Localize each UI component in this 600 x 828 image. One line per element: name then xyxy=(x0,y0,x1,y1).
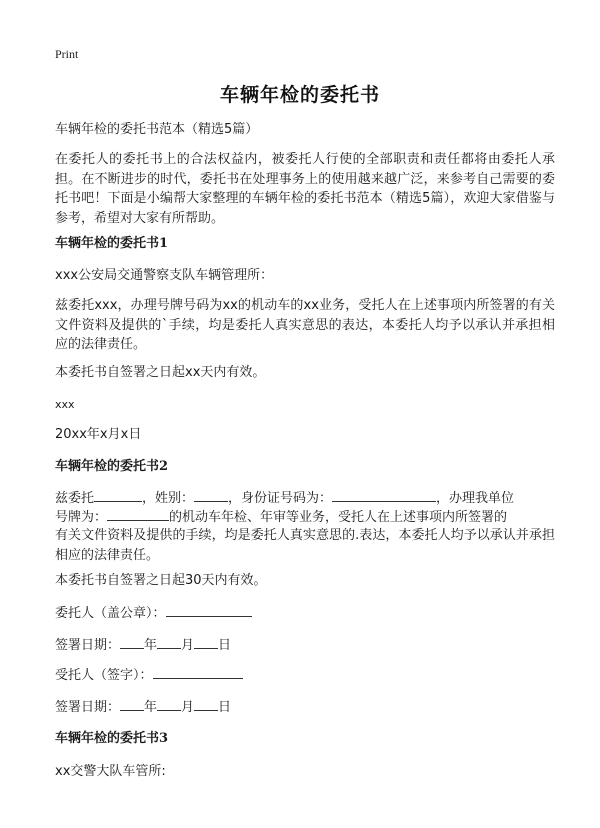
agent-blank xyxy=(153,665,243,679)
intro-paragraph: 在委托人的委托书上的合法权益内，被委托人行使的全部职责和责任都将由委托人承担。在不断进步的时代，委托书在处理事务上的使用越来越广泛，来参考自己需要的委托书吧！下面是小编帮大家整理的车辆年检的委托书范本（精选5篇），欢迎大家借鉴与参考，希望对大家有所帮助。 xyxy=(55,152,555,226)
section2-heading: 车辆年检的委托书2 xyxy=(55,459,169,474)
month-label: 月 xyxy=(181,638,195,653)
year-blank xyxy=(120,635,144,649)
month-blank xyxy=(157,697,181,711)
section2-text: ，身份证号码为： xyxy=(228,491,333,506)
principal-label: 委托人（盖公章）： xyxy=(55,606,166,621)
plate-blank xyxy=(107,507,169,521)
section1-body: 兹委托xxx，办理号牌号码为xx的机动车的xx业务，受托人在上述事项内所签署的有关文件资料及提供的`手续，均是委托人真实意思的表达，本委托人均予以承认并承担相应的法律责任。 xyxy=(55,298,555,352)
sign-date-label: 签署日期： xyxy=(55,638,121,653)
section2-text: ，姓别： xyxy=(142,491,195,506)
section1-date: 20xx年x月x日 xyxy=(55,427,142,442)
principal-blank xyxy=(166,603,252,617)
month-label: 月 xyxy=(181,700,195,715)
section2-body-rest: 有关文件资料及提供的手续，均是委托人真实意思的.表达，本委托人均予以承认并承担相应的法律责任。 xyxy=(55,528,555,563)
sign-date-field xyxy=(55,635,231,655)
day-label: 日 xyxy=(218,700,232,715)
section2-text: 号牌为： xyxy=(55,510,108,525)
section2-text: 的机动车年检、年审等业务，受托人在上述事项内所签署的 xyxy=(169,510,508,525)
section3-addressee: xx交警大队车管所: xyxy=(55,764,166,779)
section2-text: 兹委托 xyxy=(55,491,95,506)
section3-heading: 车辆年检的委托书3 xyxy=(55,731,169,746)
section2-validity: 本委托书自签署之日起30天内有效。 xyxy=(55,573,267,588)
principal-field xyxy=(55,603,252,623)
page-title: 车辆年检的委托书 xyxy=(219,84,380,106)
section1-validity: 本委托书自签署之日起xx天内有效。 xyxy=(55,365,266,380)
section1-signature: xxx xyxy=(55,398,75,411)
section2-body-line1 xyxy=(55,488,514,508)
name-blank xyxy=(94,488,142,502)
sign-date-label: 签署日期： xyxy=(55,700,121,715)
intro-subtitle: 车辆年检的委托书范本（精选5篇） xyxy=(55,122,259,137)
year-label: 年 xyxy=(144,700,158,715)
id-number-blank xyxy=(332,488,436,502)
day-blank xyxy=(194,635,218,649)
section1-heading: 车辆年检的委托书1 xyxy=(55,236,169,251)
agent-label: 受托人（签字）： xyxy=(55,668,153,683)
gender-blank xyxy=(194,488,228,502)
month-blank xyxy=(157,635,181,649)
year-label: 年 xyxy=(144,638,158,653)
day-label: 日 xyxy=(218,638,232,653)
day-blank xyxy=(194,697,218,711)
year-blank xyxy=(120,697,144,711)
sign-date-field-2 xyxy=(55,697,231,717)
section2-text: ，办理我单位 xyxy=(436,491,515,506)
section1-addressee: xxx公安局交通警察支队车辆管理所： xyxy=(55,268,274,283)
section2-body-line2 xyxy=(55,507,507,527)
agent-field xyxy=(55,665,243,685)
print-label[interactable]: Print xyxy=(55,47,79,61)
